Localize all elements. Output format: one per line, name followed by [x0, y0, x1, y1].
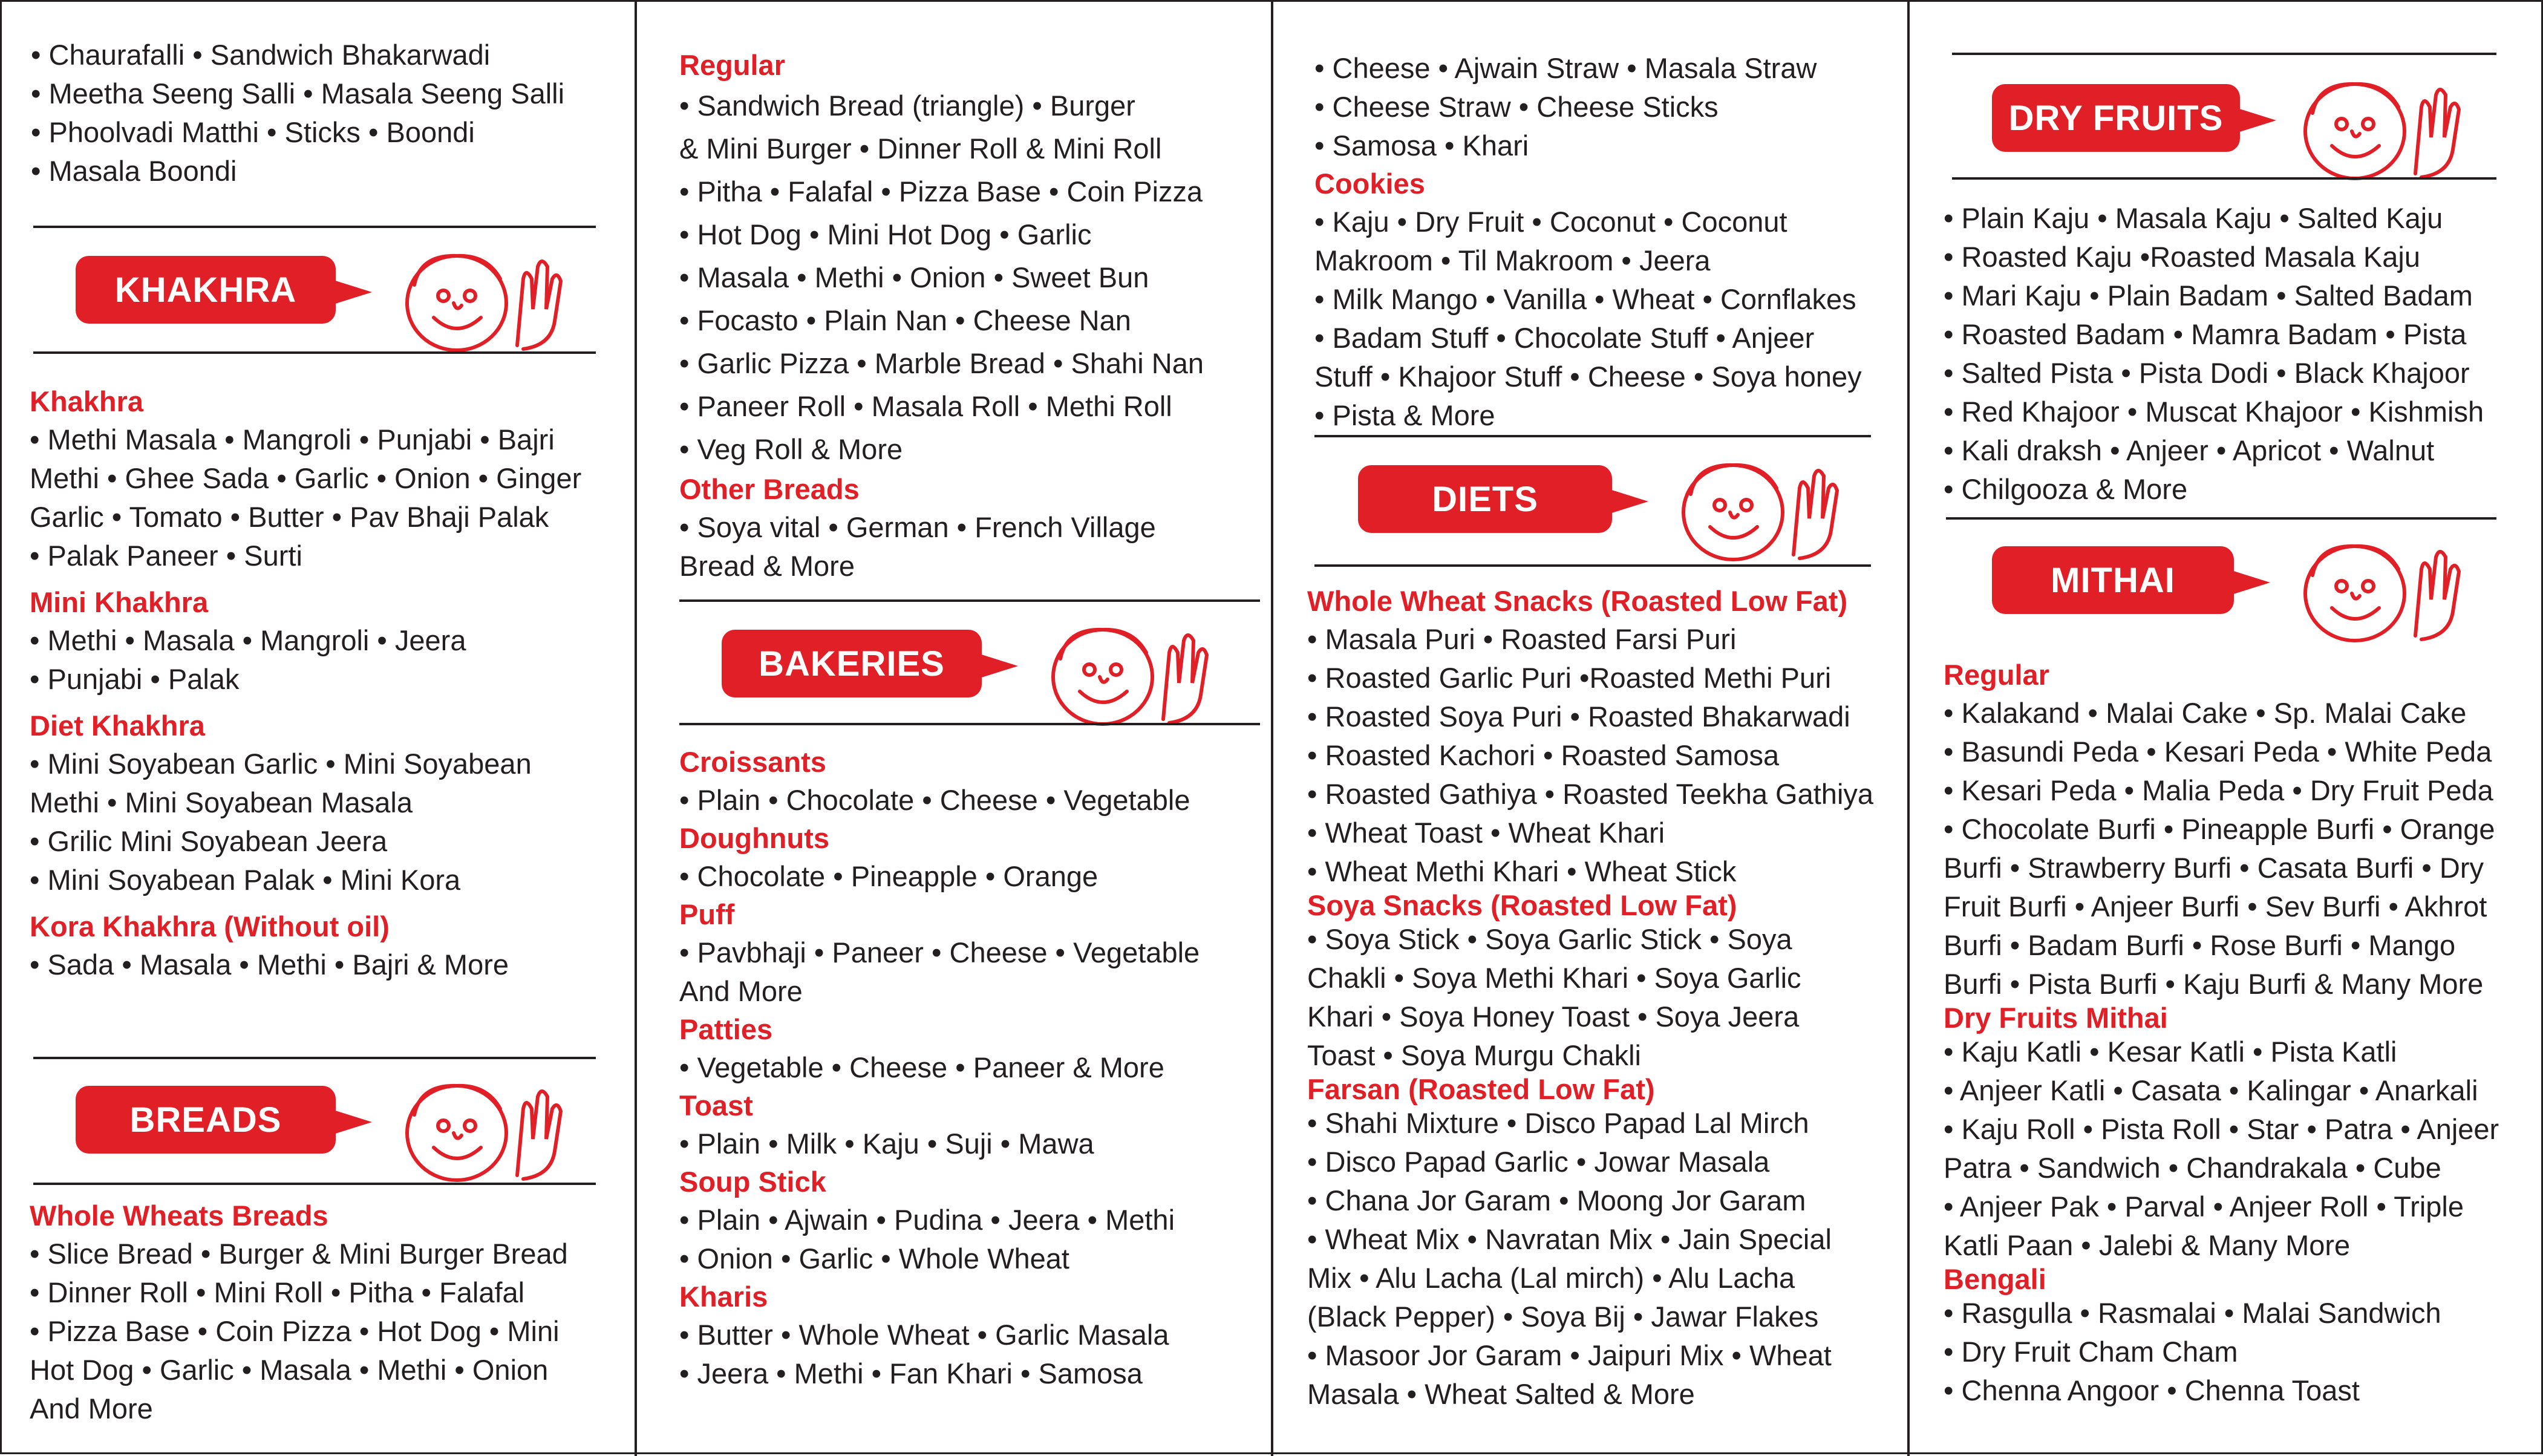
list-line: • Wheat Methi Khari • Wheat Stick	[1307, 855, 1737, 887]
banner-label: BAKERIES	[722, 630, 982, 697]
list-line: • Masala Puri • Roasted Farsi Puri	[1307, 623, 1737, 655]
banner-label: DRY FRUITS	[1992, 84, 2240, 152]
section-heading: Kora Khakhra (Without oil)	[30, 910, 390, 942]
column-1	[2, 2, 635, 1456]
breads-menu	[30, 1197, 568, 1428]
section-heading: Soya Snacks (Roasted Low Fat)	[1307, 889, 1737, 921]
list-line: • Badam Stuff • Chocolate Stuff • Anjeer	[1314, 322, 1815, 354]
mithai-menu	[1944, 656, 2499, 1410]
list-line: Katli Paan • Jalebi & Many More	[1944, 1229, 2351, 1261]
mascot-icon	[2294, 533, 2470, 648]
list-line: • Dinner Roll • Mini Roll • Pitha • Falafal	[30, 1276, 525, 1308]
list-line: • Garlic Pizza • Marble Bread • Shahi Nan	[679, 347, 1204, 379]
section-heading: Farsan (Roasted Low Fat)	[1307, 1073, 1655, 1105]
list-line: • Chocolate Burfi • Pineapple Burfi • Orange	[1944, 813, 2495, 845]
column-2	[637, 2, 1271, 1456]
list-line: • Dry Fruit Cham Cham	[1944, 1336, 2238, 1368]
list-line: • Roasted Gathiya • Roasted Teekha Gathiya	[1307, 778, 1874, 810]
divider-line	[1946, 517, 2496, 520]
mascot-icon	[1673, 452, 1848, 567]
section-heading: Whole Wheats Breads	[30, 1200, 328, 1232]
section-heading: Mini Khakhra	[30, 586, 209, 618]
list-line: • Sada • Masala • Methi • Bajri & More	[30, 948, 509, 981]
section-heading: Whole Wheat Snacks (Roasted Low Fat)	[1307, 585, 1848, 617]
speech-tail	[2234, 107, 2276, 134]
list-line: • Roasted Garlic Puri •Roasted Methi Puri	[1307, 662, 1832, 694]
khakhra-banner	[76, 256, 608, 330]
list-line: • Phoolvadi Matthi • Sticks • Boondi	[31, 116, 475, 148]
list-line: • Masala Boondi	[31, 155, 237, 187]
section-heading: Patties	[679, 1013, 773, 1045]
mascot-icon	[396, 243, 572, 357]
list-line: • Slice Bread • Burger & Mini Burger Bread	[30, 1238, 568, 1270]
list-line: Burfi • Pista Burfi • Kaju Burfi & Many More	[1944, 968, 2484, 1000]
list-line: • Roasted Soya Puri • Roasted Bhakarwadi	[1307, 700, 1850, 733]
list-line: • Anjeer Katli • Casata • Kalingar • Anarkali	[1944, 1074, 2478, 1106]
banner-label: MITHAI	[1992, 546, 2234, 614]
list-line: • Punjabi • Palak	[30, 663, 240, 695]
list-line: • Paneer Roll • Masala Roll • Methi Roll	[679, 390, 1172, 422]
list-line: • Kaju Roll • Pista Roll • Star • Patra • Anjeer	[1944, 1113, 2499, 1145]
mascot-icon	[396, 1072, 572, 1187]
column-3	[1273, 2, 1907, 1456]
list-line: • Anjeer Pak • Parval • Anjeer Roll • Triple	[1944, 1190, 2464, 1223]
list-line: • Chaurafalli • Sandwich Bhakarwadi	[31, 39, 491, 71]
list-line: Hot Dog • Garlic • Masala • Methi • Onion	[30, 1354, 549, 1386]
list-line: • Hot Dog • Mini Hot Dog • Garlic	[679, 218, 1092, 250]
diets-menu	[1307, 583, 1873, 1414]
divider-line	[1952, 53, 2496, 55]
list-line: Patra • Sandwich • Chandrakala • Cube	[1944, 1152, 2441, 1184]
list-line: • Masoor Jor Garam • Jaipuri Mix • Wheat	[1307, 1339, 1832, 1371]
list-line: • Plain • Chocolate • Cheese • Vegetable	[679, 784, 1190, 816]
list-line: • Focasto • Plain Nan • Cheese Nan	[679, 304, 1131, 336]
list-line: Chakli • Soya Methi Khari • Soya Garlic	[1307, 962, 1801, 994]
banner-label: BREADS	[76, 1086, 336, 1154]
list-line: • Kaju • Dry Fruit • Coconut • Coconut	[1314, 206, 1787, 238]
list-line: Masala • Wheat Salted & More	[1307, 1378, 1695, 1410]
speech-tail	[2228, 569, 2270, 596]
list-line: • Butter • Whole Wheat • Garlic Masala	[679, 1319, 1169, 1351]
banner-label: KHAKHRA	[76, 256, 336, 324]
list-line: • Onion • Garlic • Whole Wheat	[679, 1242, 1069, 1275]
breads-banner	[76, 1086, 608, 1160]
list-line: • Soya vital • German • French Village	[679, 511, 1156, 543]
section-heading: Cookies	[1314, 168, 1425, 200]
list-line: • Methi Masala • Mangroli • Punjabi • Bajri	[30, 423, 555, 455]
list-line: • Cheese Straw • Cheese Sticks	[1314, 91, 1719, 123]
list-line: Toast • Soya Murgu Chakli	[1307, 1039, 1641, 1071]
list-line: Burfi • Strawberry Burfi • Casata Burfi • Dry	[1944, 852, 2484, 884]
divider-line	[1952, 177, 2496, 180]
divider-line	[33, 226, 596, 228]
list-line: • Mini Soyabean Palak • Mini Kora	[30, 864, 461, 896]
list-line: • Samosa • Khari	[1314, 129, 1529, 162]
section-heading: Toast	[679, 1089, 753, 1121]
banner-label: DIETS	[1358, 465, 1612, 533]
list-line: Khari • Soya Honey Toast • Soya Jeera	[1307, 1001, 1800, 1033]
list-line: • Red Khajoor • Muscat Khajoor • Kishmish	[1944, 396, 2484, 428]
section-heading: Other Breads	[679, 473, 860, 505]
list-line: • Chana Jor Garam • Moong Jor Garam	[1307, 1184, 1806, 1216]
list-line: Stuff • Khajoor Stuff • Cheese • Soya honey	[1314, 361, 1862, 393]
list-line: • Grilic Mini Soyabean Jeera	[30, 825, 388, 857]
breads-regular-menu	[679, 47, 1204, 586]
section-heading: Soup Stick	[679, 1166, 826, 1198]
list-line: • Wheat Toast • Wheat Khari	[1307, 817, 1665, 849]
section-heading: Croissants	[679, 746, 826, 778]
list-line: • Basundi Peda • Kesari Peda • White Peda	[1944, 736, 2492, 768]
list-line: • Mari Kaju • Plain Badam • Salted Badam	[1944, 279, 2473, 312]
list-line: • Vegetable • Cheese • Paneer & More	[679, 1051, 1164, 1083]
mascot-icon	[2294, 71, 2470, 186]
list-line: • Pista & More	[1314, 399, 1495, 431]
section-heading: Regular	[1944, 659, 2049, 691]
section-heading: Puff	[679, 898, 735, 930]
divider-line	[679, 723, 1260, 725]
list-line: • Milk Mango • Vanilla • Wheat • Cornflakes	[1314, 283, 1856, 315]
list-line: • Plain • Ajwain • Pudina • Jeera • Methi	[679, 1204, 1175, 1236]
list-line: • Pitha • Falafal • Pizza Base • Coin Pizza	[679, 175, 1203, 207]
bakeries-banner	[722, 630, 1254, 704]
list-line: • Chocolate • Pineapple • Orange	[679, 860, 1098, 892]
khakhra-menu	[30, 383, 581, 984]
divider-line	[1314, 435, 1871, 437]
speech-tail	[976, 653, 1018, 679]
speech-tail	[1606, 488, 1648, 515]
mithai-banner	[1992, 546, 2524, 620]
list-line: • Palak Paneer • Surti	[30, 540, 302, 572]
list-line: • Kali draksh • Anjeer • Apricot • Walnut	[1944, 434, 2435, 466]
section-heading: Regular	[679, 49, 785, 81]
list-line: • Pavbhaji • Paneer • Cheese • Vegetable	[679, 936, 1200, 968]
list-line: • Plain • Milk • Kaju • Suji • Mawa	[679, 1128, 1094, 1160]
section-heading: Dry Fruits Mithai	[1944, 1002, 2168, 1034]
list-line: • Salted Pista • Pista Dodi • Black Khajoor	[1944, 357, 2470, 389]
section-heading: Kharis	[679, 1281, 768, 1313]
list-line: Makroom • Til Makroom • Jeera	[1314, 244, 1711, 276]
list-line: • Wheat Mix • Navratan Mix • Jain Special	[1307, 1223, 1832, 1255]
bakeries-menu	[679, 743, 1200, 1393]
list-line: And More	[679, 975, 803, 1007]
divider-line	[33, 351, 596, 354]
list-line: • Roasted Kaju •Roasted Masala Kaju	[1944, 241, 2420, 273]
list-line: • Mini Soyabean Garlic • Mini Soyabean	[30, 748, 532, 780]
divider-line	[1314, 564, 1871, 567]
list-line: • Roasted Badam • Mamra Badam • Pista	[1944, 318, 2467, 350]
list-line: And More	[30, 1392, 153, 1425]
list-line: Burfi • Badam Burfi • Rose Burfi • Mango	[1944, 929, 2456, 961]
list-line: • Sandwich Bread (triangle) • Burger	[679, 90, 1135, 122]
list-line: • Veg Roll & More	[679, 433, 903, 465]
section-heading: Doughnuts	[679, 822, 829, 854]
list-line: • Jeera • Methi • Fan Khari • Samosa	[679, 1357, 1143, 1389]
list-line: Methi • Mini Soyabean Masala	[30, 786, 413, 818]
list-line: • Cheese • Ajwain Straw • Masala Straw	[1314, 52, 1817, 84]
list-line: • Masala • Methi • Onion • Sweet Bun	[679, 261, 1149, 293]
speech-tail	[330, 1109, 372, 1135]
list-line: • Chilgooza & More	[1944, 473, 2188, 505]
section-heading: Diet Khakhra	[30, 710, 205, 742]
list-line: • Rasgulla • Rasmalai • Malai Sandwich	[1944, 1297, 2441, 1329]
list-line: Fruit Burfi • Anjeer Burfi • Sev Burfi • Akhrot	[1944, 890, 2487, 922]
namkeen-list	[31, 36, 564, 191]
list-line: • Pizza Base • Coin Pizza • Hot Dog • Mini	[30, 1315, 560, 1347]
list-line: • Roasted Kachori • Roasted Samosa	[1307, 739, 1780, 771]
list-line: • Meetha Seeng Salli • Masala Seeng Salli	[31, 77, 565, 109]
list-line: • Plain Kaju • Masala Kaju • Salted Kaju	[1944, 202, 2443, 234]
list-line: • Methi • Masala • Mangroli • Jeera	[30, 624, 466, 656]
diets-banner	[1358, 465, 1890, 539]
straw-cookies-menu	[1314, 49, 1862, 435]
mascot-icon	[1042, 616, 1218, 731]
list-line: • Soya Stick • Soya Garlic Stick • Soya	[1307, 923, 1792, 955]
list-line: & Mini Burger • Dinner Roll & Mini Roll	[679, 132, 1162, 165]
speech-tail	[330, 279, 372, 305]
list-line: • Kaju Katli • Kesar Katli • Pista Katli	[1944, 1036, 2397, 1068]
list-line: Mix • Alu Lacha (Lal mirch) • Alu Lacha	[1307, 1262, 1795, 1294]
list-line: • Kesari Peda • Malia Peda • Dry Fruit Peda	[1944, 774, 2493, 806]
list-line: Methi • Ghee Sada • Garlic • Onion • Ginger	[30, 462, 582, 494]
divider-line	[33, 1183, 596, 1185]
column-4	[1910, 2, 2543, 1456]
list-line: • Disco Papad Garlic • Jowar Masala	[1307, 1146, 1770, 1178]
list-line: • Kalakand • Malai Cake • Sp. Malai Cake	[1944, 697, 2467, 729]
dry-fruits-menu	[1944, 199, 2484, 509]
divider-line	[679, 599, 1260, 602]
section-heading: Khakhra	[30, 385, 144, 417]
list-line: Bread & More	[679, 550, 855, 582]
section-heading: Bengali	[1944, 1263, 2046, 1295]
list-line: (Black Pepper) • Soya Bij • Jawar Flakes	[1307, 1301, 1819, 1333]
list-line: Garlic • Tomato • Butter • Pav Bhaji Palak	[30, 501, 549, 533]
divider-line	[33, 1057, 596, 1059]
list-line: • Chenna Angoor • Chenna Toast	[1944, 1374, 2360, 1406]
dry-fruits-banner	[1992, 84, 2524, 158]
list-line: • Shahi Mixture • Disco Papad Lal Mirch	[1307, 1107, 1809, 1139]
